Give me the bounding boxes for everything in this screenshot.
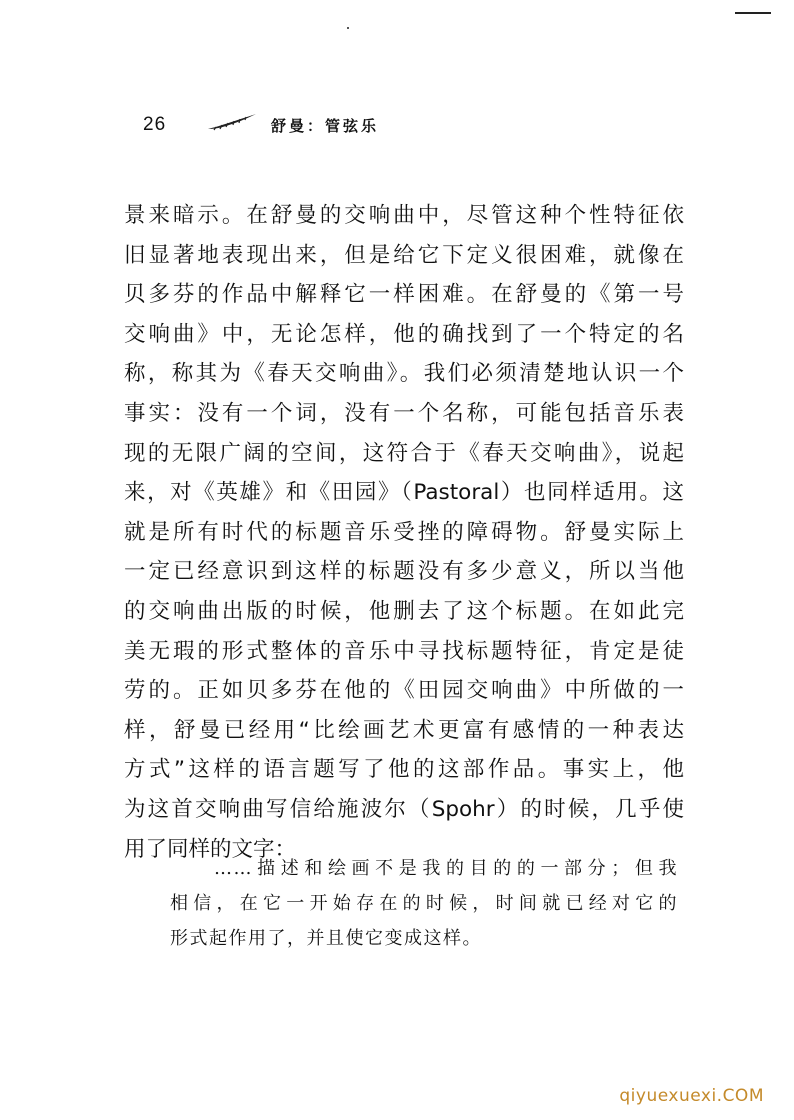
text-line: 景来暗示。在舒曼的交响曲中，尽管这种个性特征依 (124, 203, 684, 228)
quote-line: 相信，在它一开始存在的时候，时间就已经对它的 (170, 893, 678, 914)
text-line: 就是所有时代的标题音乐受挫的障碍物。舒曼实际上 (124, 519, 684, 545)
text-line: 交响曲》中，无论怎样，他的确找到了一个特定的名 (124, 321, 684, 347)
text-line: 现的无限广阔的空间，这符合于《春天交响曲》，说起 (124, 440, 684, 466)
quote-line: 形式起作用了，并且使它变成这样。 (170, 928, 482, 949)
text-line: 方式”这样的语言题写了他的这部作品。事实上，他 (124, 757, 684, 783)
quill-icon (206, 112, 258, 132)
page-number: 26 (143, 114, 167, 135)
text-line: 贝多芬的作品中解释它一样困难。在舒曼的《第一号 (124, 282, 684, 308)
text-line: 用了同样的文字： (124, 836, 297, 862)
text-line: 旧显著地表现出来，但是给它下定义很困难，就像在 (124, 242, 684, 268)
book-title: 舒曼：管弦乐 (271, 117, 380, 135)
body-text (124, 196, 684, 869)
text-line: 事实：没有一个词，没有一个名称，可能包括音乐表 (124, 400, 684, 426)
scan-speck (347, 27, 349, 29)
quote-line: ……描述和绘画不是我的目的的一部分；但我 (214, 858, 678, 879)
text-line: 样，舒曼已经用“比绘画艺术更富有感情的一种表达 (124, 717, 684, 743)
block-quote (170, 851, 678, 956)
text-line: 美无瑕的形式整体的音乐中寻找标题特征，肯定是徒 (124, 638, 684, 664)
text-line: 来，对《英雄》和《田园》（Pastoral）也同样适用。这 (124, 480, 684, 506)
text-line: 一定已经意识到这样的标题没有多少意义，所以当他 (124, 559, 684, 585)
running-head (143, 112, 563, 144)
top-rule (735, 12, 771, 14)
watermark: qiyuexuexi.COM (619, 1086, 764, 1106)
text-line: 为这首交响曲写信给施波尔（Spohr）的时候，几乎使 (124, 796, 684, 822)
text-line: 劳的。正如贝多芬在他的《田园交响曲》中所做的一 (124, 678, 684, 704)
text-line: 称，称其为《春天交响曲》。我们必须清楚地认识一个 (124, 361, 684, 387)
text-line: 的交响曲出版的时候，他删去了这个标题。在如此完 (124, 598, 684, 624)
